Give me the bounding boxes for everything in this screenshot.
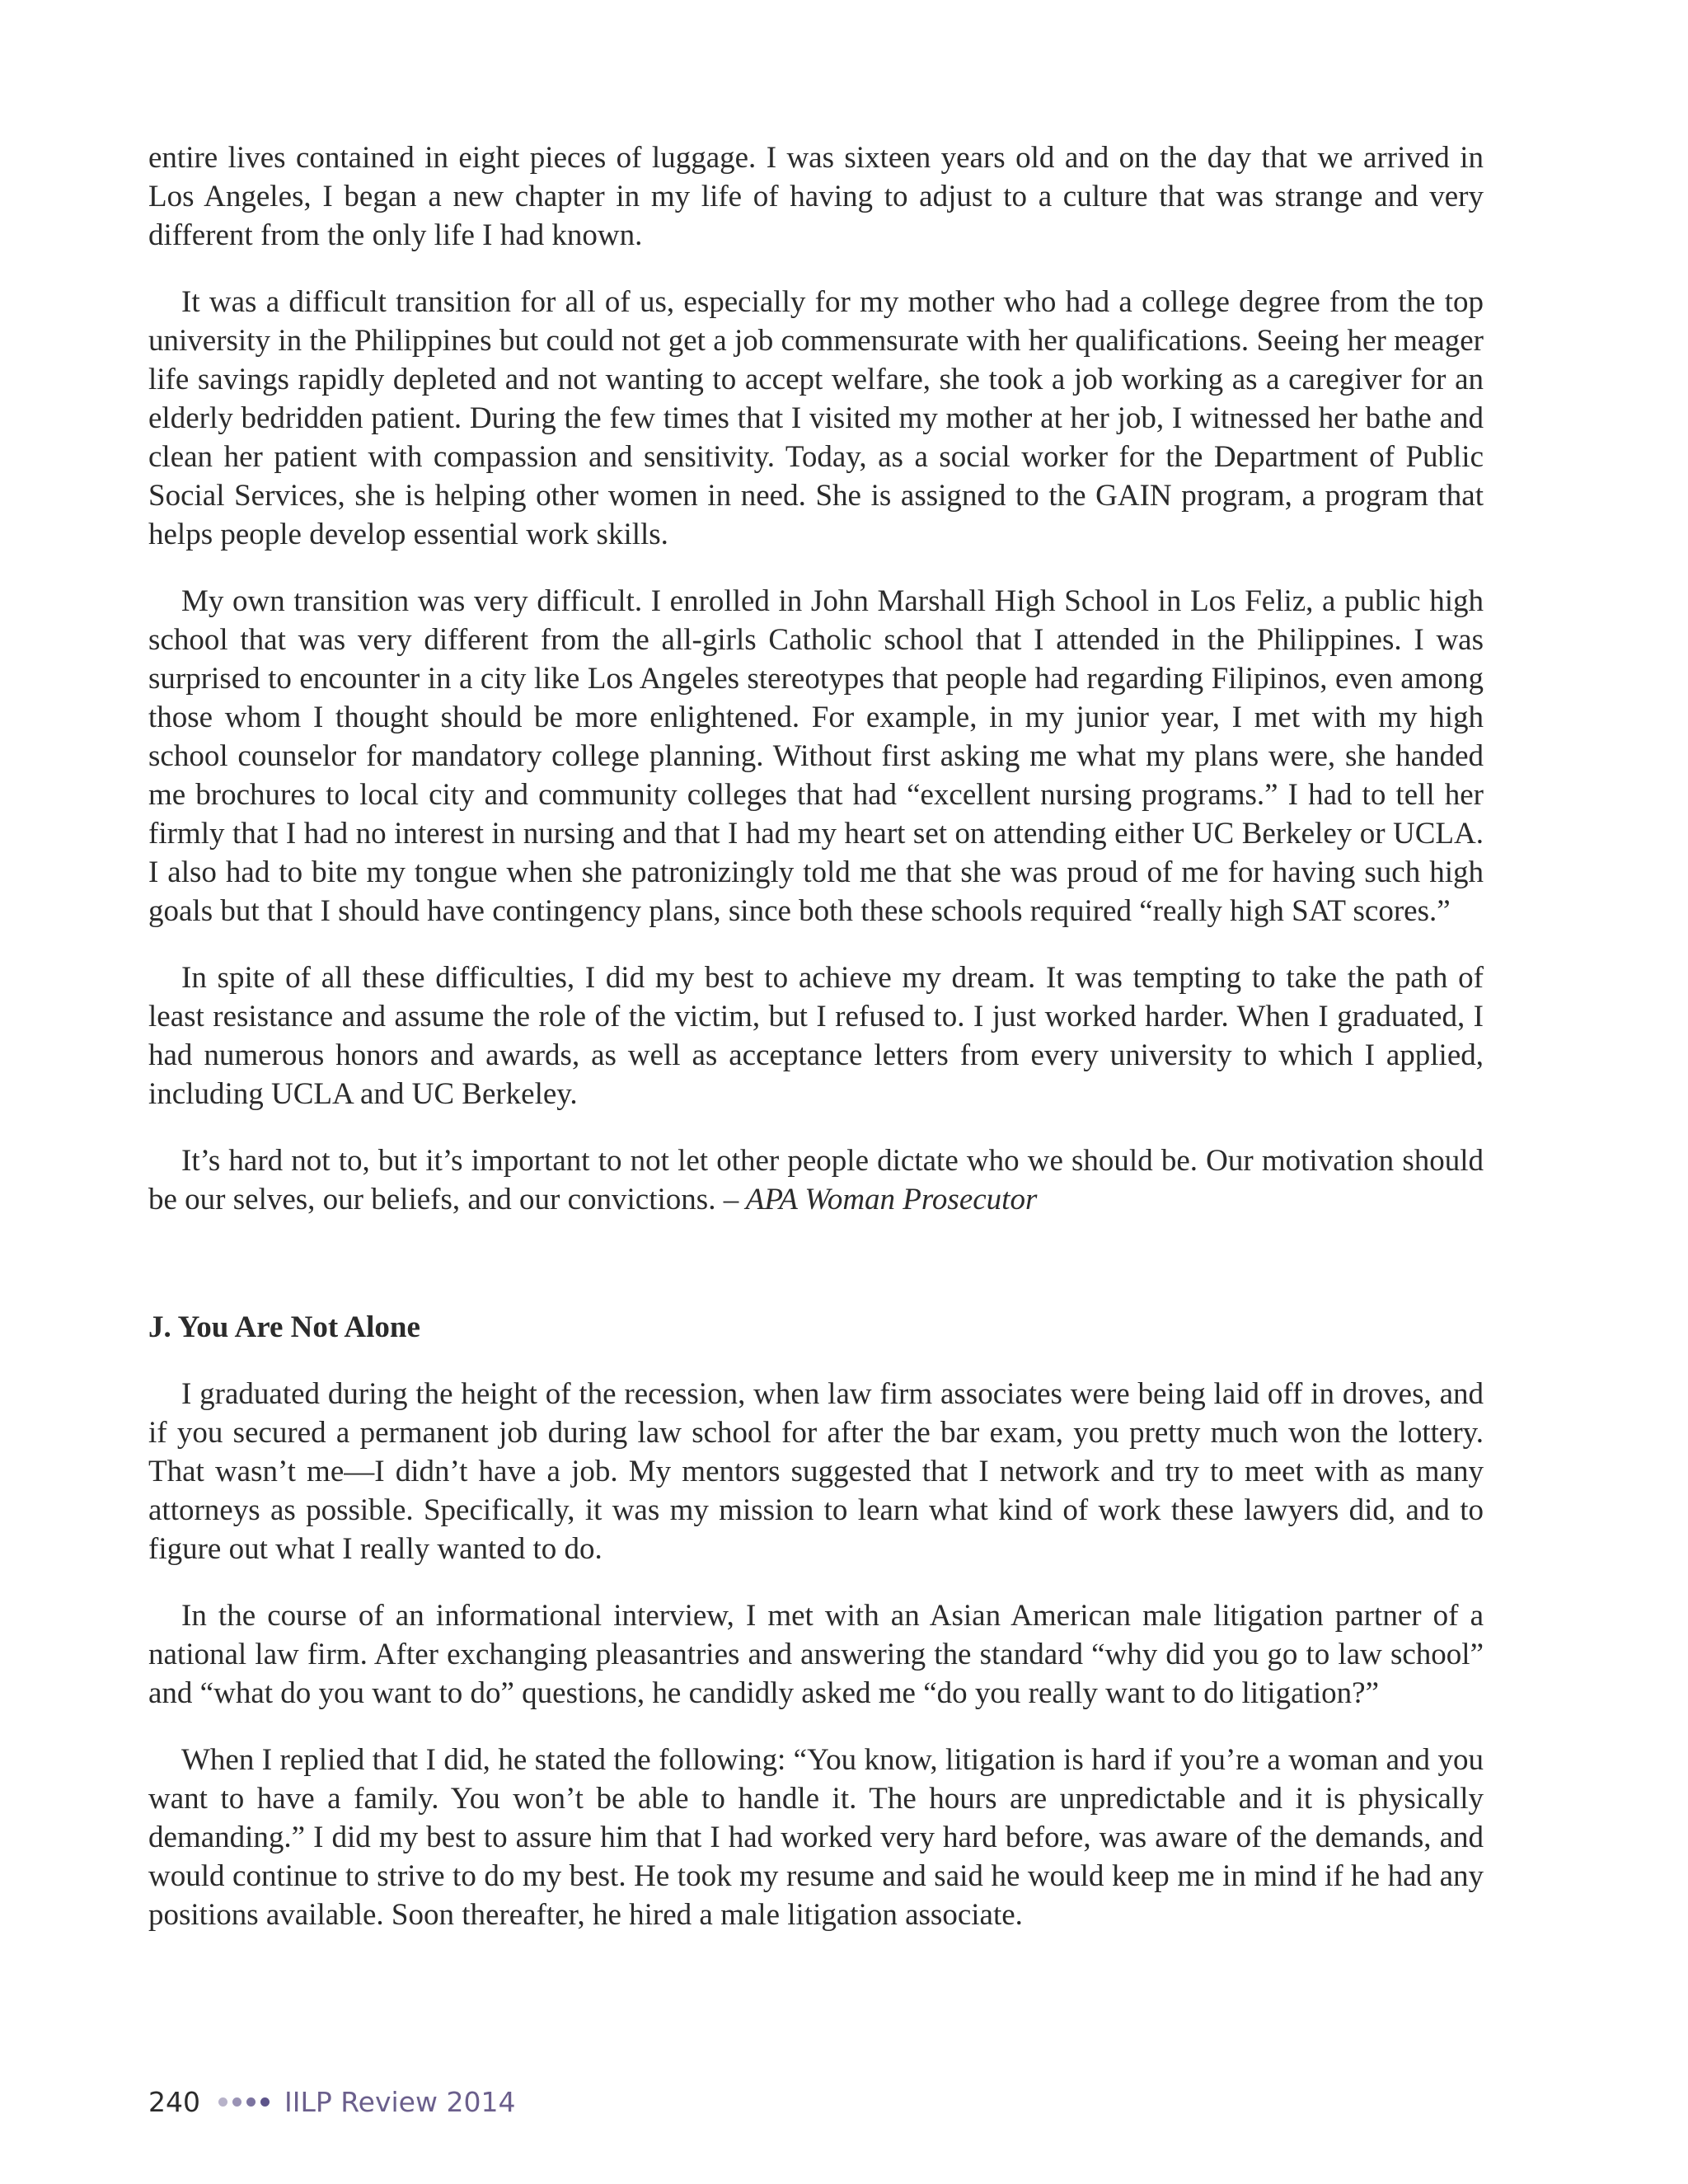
body-paragraph: When I replied that I did, he stated the following: “You know, litigation is hard if you’re a woman and you want to have a family. You won’t be able to handle it. The hours are unpredictable and it is physically demanding.” I did my best to assure him that I had worked very hard before, was aware of the demands, and would continue to strive to do my best. He took my resume and said he would keep me in mind if he had any positions available. Soon thereafter, he hired a male litigation associate. [148,1743,1484,1932]
page-body [148,138,1484,1962]
body-paragraph: My own transition was very difficult. I enrolled in John Marshall High School in Los Feliz, a public high school that was very different from the all-girls Catholic school that I attended in the Philippines. I was surprised to encounter in a city like Los Angeles stereotypes that people had regarding Filipinos, even among those whom I thought should be more enlightened. For example, in my junior year, I met with my high school counselor for mandatory college planning. Without first asking me what my plans were, she handed me brochures to local city and community colleges that had “excellent nursing programs.” I had to tell her firmly that I had no interest in nursing and that I had my heart set on attending either UC Berkeley or UCLA. I also had to bite my tongue when she patronizingly told me that she was proud of me for having such high goals but that I should have contingency plans, since both these schools required “really high SAT scores.” [148,584,1484,928]
body-paragraph: In the course of an informational interview, I met with an Asian American male litigation partner of a national law firm. After exchanging pleasantries and answering the standard “why did you go to law school” and “what do you want to do” questions, he candidly asked me “do you really want to do litigation?” [148,1599,1484,1710]
page-footer [148,2081,515,2122]
attribution: – APA Woman Prosecutor [723,1183,1038,1216]
body-paragraph: It was a difficult transition for all of us, especially for my mother who had a college degree from the top university in the Philippines but could not get a job commensurate with her qualifications. Seeing her meager life savings rapidly depleted and not wanting to accept welfare, she took a job working as a caregiver for an elderly bedridden patient. During the few times that I visited my mother at her job, I witnessed her bathe and clean her patient with compassion and sensitivity. Today, as a social worker for the Department of Public Social Services, she is helping other women in need. She is assigned to the GAIN program, a program that helps people develop essential work skills. [148,285,1484,551]
body-paragraph: In spite of all these difficulties, I did my best to achieve my dream. It was tempting to take the path of least resistance and assume the role of the victim, but I refused to. I just worked harder. When I graduated, I had numerous honors and awards, as well as acceptance letters from every university to which I applied, including UCLA and UC Berkeley. [148,961,1484,1111]
closing-paragraph [148,1141,1484,1219]
dot-icon [232,2097,241,2107]
closing-text: It’s hard not to, but it’s important to not let other people dictate who we should be. Our motivation should be our selves, our beliefs, and our convictions. [148,1144,1484,1216]
body-paragraph: entire lives contained in eight pieces of luggage. I was sixteen years old and on the day that we arrived in Los Angeles, I began a new chapter in my life of having to adjust to a culture that was strange and very different from the only life I had known. [148,141,1484,252]
dot-icon [218,2097,227,2107]
body-paragraph: I graduated during the height of the recession, when law firm associates were being laid off in droves, and if you secured a permanent job during law school for after the bar exam, you pretty much won the lottery. That wasn’t me—I didn’t have a job. My mentors suggested that I network and try to meet with as many attorneys as possible. Specifically, it was my mission to learn what kind of work these lawyers did, and to figure out what I really wanted to do. [148,1377,1484,1566]
publication-title: IILP Review 2014 [284,2085,516,2118]
decorative-dots-icon [218,2097,274,2107]
page-number: 240 [148,2085,200,2118]
section-heading: J. You Are Not Alone [148,1310,420,1344]
dot-icon [260,2097,270,2107]
dot-icon [246,2097,256,2107]
